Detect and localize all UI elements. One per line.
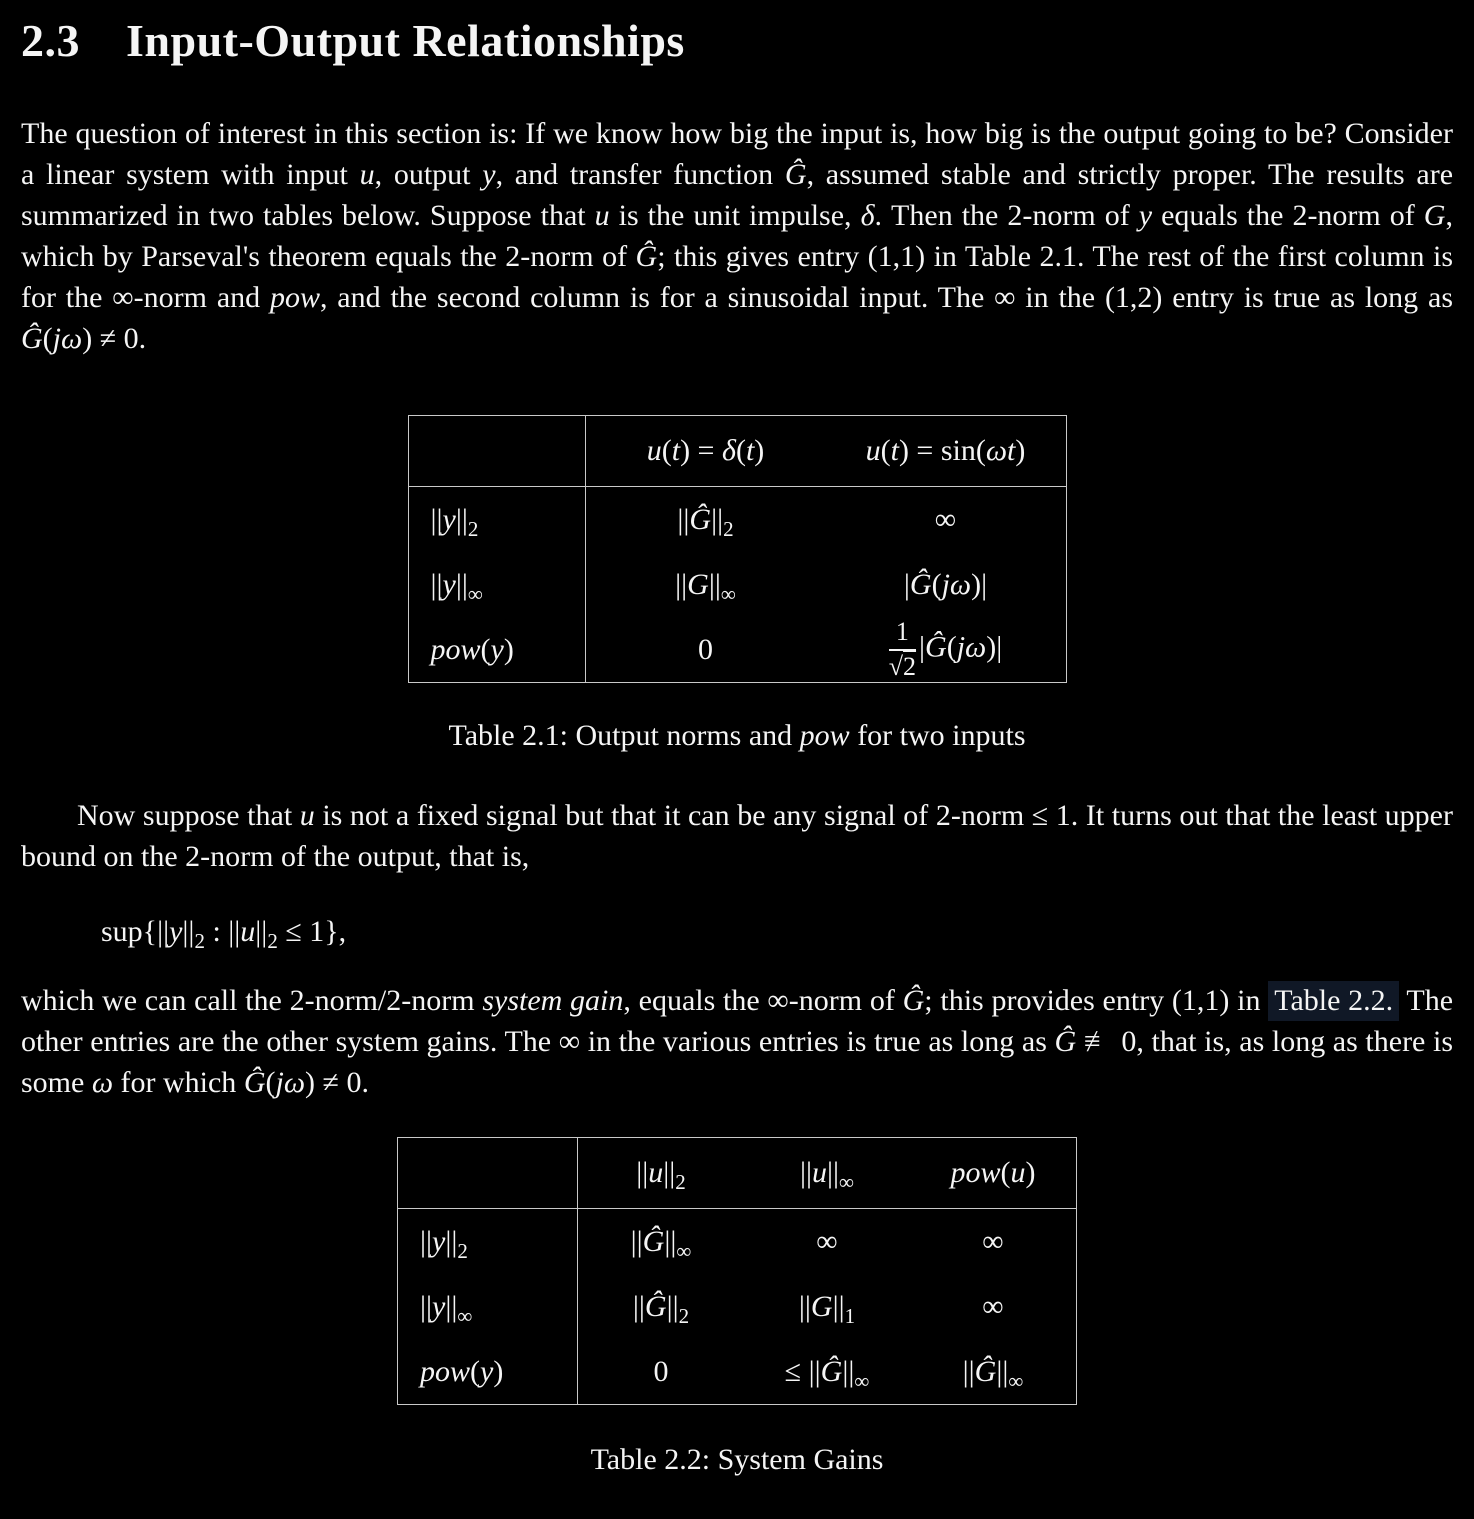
- section-number: 2.3: [21, 15, 80, 66]
- table-cell: $\frac{1}{√2}$ |Ĝ(jω)|: [888, 616, 1003, 681]
- table-2-1-col-header-impulse: u(t) = δ(t): [585, 416, 826, 487]
- table-row: [408, 487, 1066, 553]
- table-cell: $||G||_1$: [798, 1289, 856, 1328]
- table-row: [408, 617, 1066, 683]
- table-2-2: [397, 1137, 1077, 1405]
- row-label-pow-y: pow(y): [398, 1339, 578, 1405]
- display-formula-sup: $sup\{||y||_2$ : $||u||_2 \le 1$},: [101, 915, 347, 953]
- table-2-1-col-header-sine: u(t) = sin(ωt): [826, 416, 1067, 487]
- row-label-y-2norm: $||y||_2$: [408, 487, 585, 553]
- table-2-1-container: [21, 415, 1453, 683]
- table-2-1-corner-cell: [408, 416, 585, 487]
- table-cell: ≤ $||Ĝ||_\infty$: [784, 1354, 870, 1393]
- table-cell: |Ĝ(jω)|: [903, 567, 988, 601]
- table-cell: 0: [653, 1354, 669, 1388]
- table-cell: $||Ĝ||_\infty$: [630, 1224, 692, 1263]
- table-2-1: [408, 415, 1067, 683]
- table-2-2-caption: Table 2.2: System Gains: [590, 1443, 884, 1476]
- table-2-2-reference-link[interactable]: Table 2.2.: [1268, 981, 1399, 1021]
- table-cell: ∞: [982, 1224, 1004, 1258]
- row-label-y-infnorm: $||y||_\infty$: [398, 1274, 578, 1339]
- table-cell: $||Ĝ||_2$: [677, 502, 734, 541]
- table-2-1-header-row: [408, 416, 1066, 487]
- fraction: $\frac{1}{√2}$: [888, 616, 917, 681]
- row-label-y-infnorm: $||y||_\infty$: [408, 552, 585, 617]
- paragraph-gains: which we can call the 2-norm/2-norm system gain, equals the ∞-norm of Ĝ; this provides entry (1,1) in Table 2.2. The other entries are the other system gains. The ∞ in the various entries is true as long as Ĝ ≢ 0, that is, as long as there is some ω for which Ĝ(jω) ≠ 0.: [21, 980, 1453, 1103]
- section-heading: [21, 14, 1453, 67]
- row-label-y-2norm: $||y||_2$: [398, 1209, 578, 1275]
- paragraph-intro: The question of interest in this section is: If we know how big the input is, how big is the output going to be? Consider a linear system with input u, output y, and transfer function Ĝ, assumed stable and strictly proper. The results are summarized in two tables below. Suppose that u is the unit impulse, δ. Then the 2-norm of y equals the 2-norm of G, which by Parseval's theorem equals the 2-norm of Ĝ; this gives entry (1,1) in Table 2.1. The rest of the first column is for the ∞-norm and pow, and the second column is for a sinusoidal input. The ∞ in the (1,2) entry is true as long as Ĝ(jω) ≠ 0.: [21, 117, 1454, 355]
- row-label-pow-y: pow(y): [408, 617, 585, 683]
- table-cell: 0: [698, 632, 713, 666]
- table-cell: ∞: [982, 1289, 1004, 1323]
- table-cell: $||G||_\infty$: [675, 567, 736, 606]
- table-cell: ∞: [934, 502, 957, 536]
- table-cell: $||Ĝ||_2$: [632, 1289, 690, 1328]
- paragraph-sup: Now suppose that u is not a fixed signal but that it can be any signal of 2-norm ≤ 1. It turns out that the least upper bound on the 2-norm of the output, that is,: [21, 799, 1453, 873]
- table-2-2-header-row: [398, 1138, 1077, 1209]
- table-2-2-container: [21, 1137, 1453, 1405]
- table-row: [408, 552, 1066, 617]
- table-2-2-corner-cell: [398, 1138, 578, 1209]
- table-2-1-caption: Table 2.1: Output norms and pow for two inputs: [448, 719, 1026, 752]
- section-title: Input-Output Relationships: [126, 15, 685, 66]
- table-row: [398, 1209, 1077, 1275]
- table-row: [398, 1339, 1077, 1405]
- table-2-2-col-header-uinf: $||u||_\infty$: [744, 1138, 910, 1209]
- table-cell: $||Ĝ||_\infty$: [962, 1354, 1024, 1393]
- table-2-2-col-header-u2: $||u||_2$: [578, 1138, 745, 1209]
- table-2-2-col-header-powu: pow(u): [910, 1138, 1077, 1209]
- table-row: [398, 1274, 1077, 1339]
- table-cell: ∞: [816, 1224, 838, 1258]
